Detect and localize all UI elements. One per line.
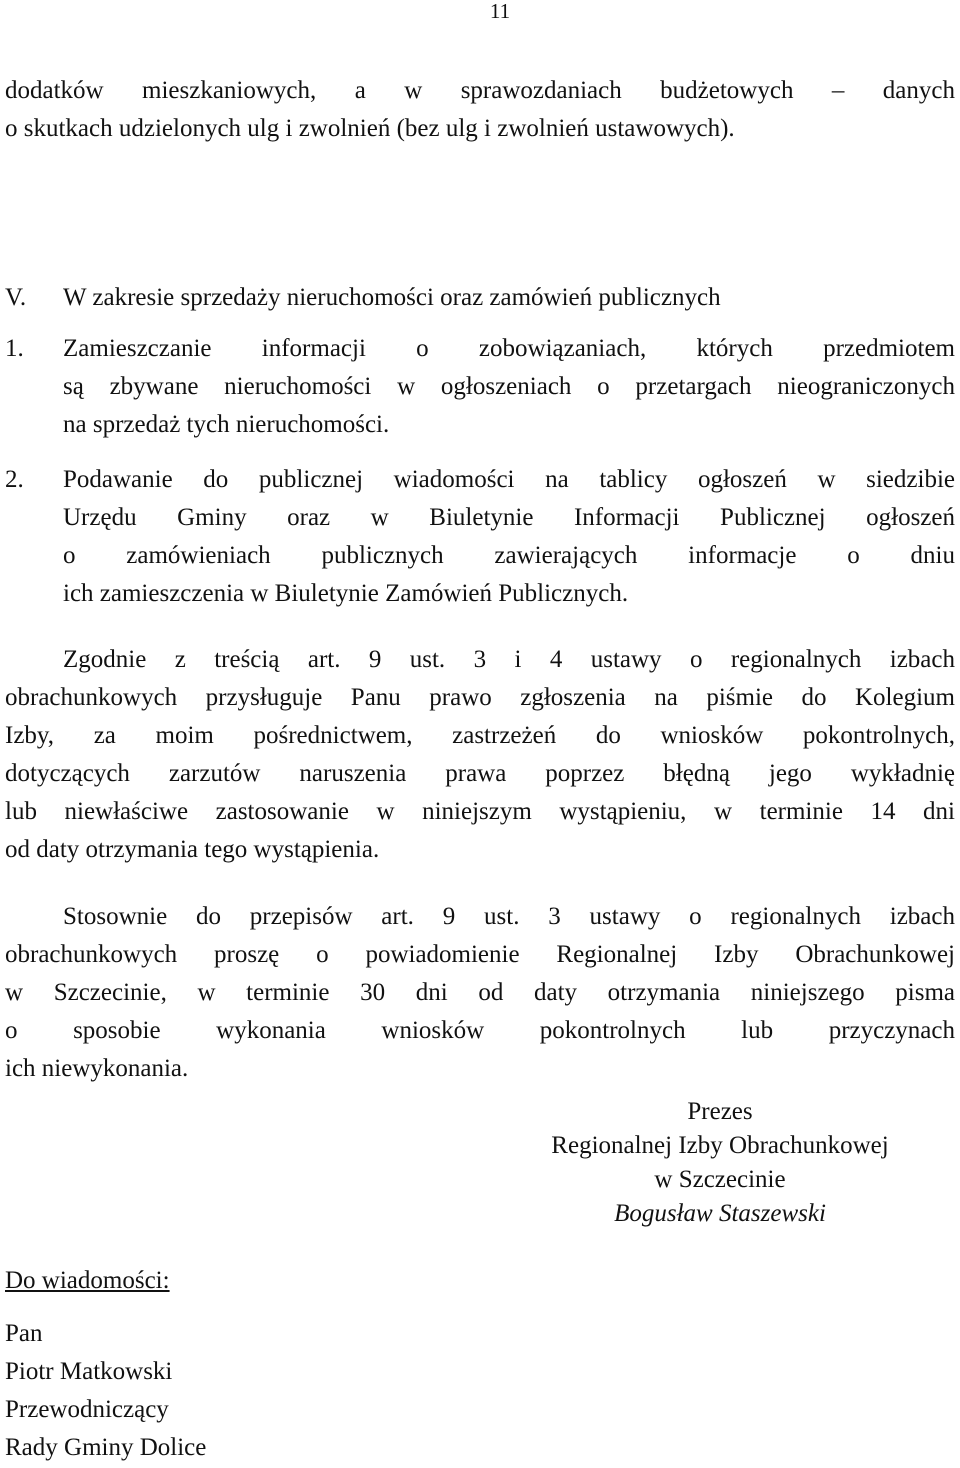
signature-block	[520, 1095, 920, 1231]
list-item-number: 2.	[5, 466, 24, 493]
paragraph-line: Stosownie do przepisów art. 9 ust. 3 ustawy o regionalnych izbach	[63, 903, 955, 930]
intro-line: o skutkach udzielonych ulg i zwolnień (bez ulg i zwolnień ustawowych).	[5, 115, 735, 142]
request-paragraph	[5, 898, 955, 1088]
page-number: 11	[489, 0, 511, 23]
list-item-line: na sprzedaż tych nieruchomości.	[63, 411, 390, 438]
list-item-line: są zbywane nieruchomości w ogłoszeniach o przetargach nieograniczonych	[63, 373, 955, 400]
paragraph-line: dotyczących zarzutów naruszenia prawa poprzez błędną jego wykładnię	[5, 760, 955, 787]
list-item-line: Urzędu Gminy oraz w Biuletynie Informacji Publicznej ogłoszeń	[63, 504, 955, 531]
list-item-text	[63, 330, 955, 444]
list-item-number: 1.	[5, 335, 24, 362]
list-item-line: ich zamieszczenia w Biuletynie Zamówień Publicznych.	[63, 580, 629, 607]
paragraph-line: Zgodnie z treścią art. 9 ust. 3 i 4 ustawy o regionalnych izbach	[63, 646, 955, 673]
cc-line: Pan	[5, 1320, 43, 1347]
signature-city: w Szczecinie	[654, 1166, 786, 1193]
paragraph-line: od daty otrzymania tego wystąpienia.	[5, 836, 380, 863]
paragraph-line: lub niewłaściwe zastosowanie w niniejszym wystąpieniu, w terminie 14 dni	[5, 798, 955, 825]
list-item-line: Podawanie do publicznej wiadomości na tablicy ogłoszeń w siedzibie	[63, 466, 955, 493]
signature-name: Bogusław Staszewski	[614, 1200, 826, 1227]
paragraph-line: obrachunkowych przysługuje Panu prawo zgłoszenia na piśmie do Kolegium	[5, 684, 955, 711]
cc-line: Piotr Matkowski	[5, 1358, 173, 1385]
paragraph-line: obrachunkowych proszę o powiadomienie Regionalnej Izby Obrachunkowej	[5, 941, 955, 968]
intro-paragraph	[5, 72, 955, 148]
paragraph-line: w Szczecinie, w terminie 30 dni od daty otrzymania niniejszego pisma	[5, 979, 955, 1006]
list-item	[5, 330, 955, 444]
intro-line: dodatków mieszkaniowych, a w sprawozdaniach budżetowych – danych	[5, 77, 955, 104]
paragraph-line: Izby, za moim pośrednictwem, zastrzeżeń do wniosków pokontrolnych,	[5, 722, 955, 749]
list-item-line: o zamówieniach publicznych zawierających informacje o dniu	[63, 542, 955, 569]
signature-org: Regionalnej Izby Obrachunkowej	[551, 1132, 889, 1159]
list-item-line: Zamieszczanie informacji o zobowiązaniach, których przedmiotem	[63, 335, 955, 362]
list-item-text	[63, 461, 955, 613]
section-title: W zakresie sprzedaży nieruchomości oraz zamówień publicznych	[63, 284, 721, 311]
cc-list	[5, 1315, 206, 1467]
paragraph-line: ich niewykonania.	[5, 1055, 189, 1082]
cc-line: Rady Gminy Dolice	[5, 1434, 207, 1461]
rights-paragraph	[5, 641, 955, 869]
cc-line: Przewodniczący	[5, 1396, 169, 1423]
section-number: V.	[5, 284, 27, 311]
paragraph-line: o sposobie wykonania wniosków pokontrolnych lub przyczynach	[5, 1017, 955, 1044]
cc-title: Do wiadomości:	[5, 1267, 170, 1294]
signature-role: Prezes	[687, 1098, 753, 1125]
list-item	[5, 461, 955, 613]
